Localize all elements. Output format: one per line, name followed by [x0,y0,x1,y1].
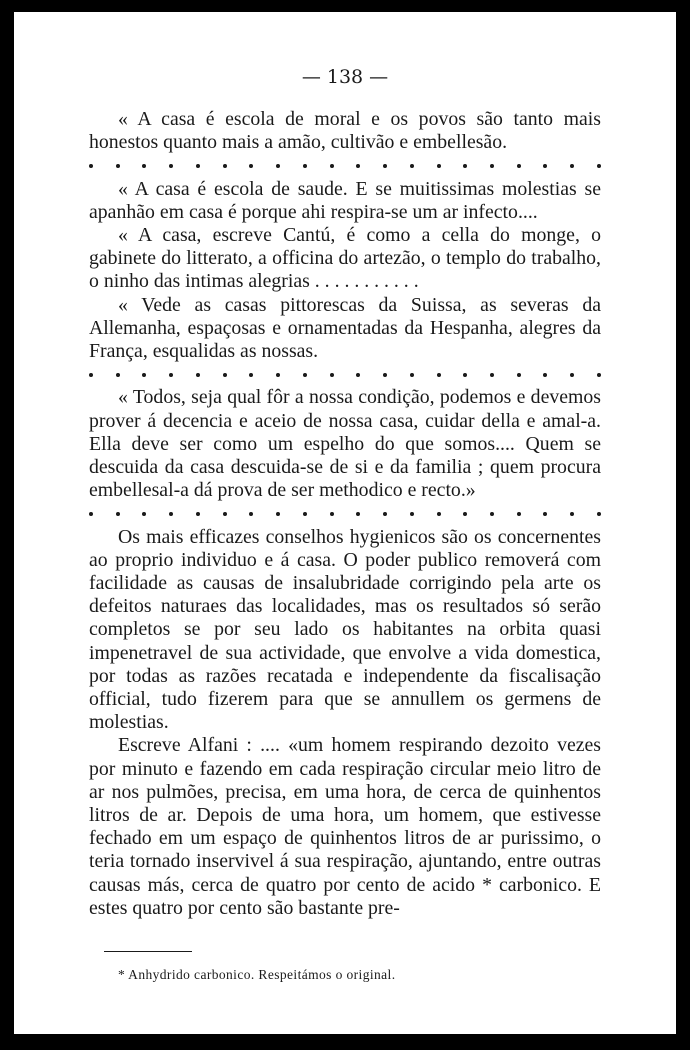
book-page [14,12,676,1034]
paragraph-moral: « A casa é escola de moral e os povos são tanto mais honestos quanto mais a amão, cultivão e embellesão. [89,108,601,154]
page-number: — 138 — [301,66,389,88]
ellipsis-row [89,502,601,525]
paragraph-todos: « Todos, seja qual fôr a nossa condição, podemos e devemos prover á decencia e aceio de nossa casa, cuidar della e amal-a. Ella deve ser como um espelho do que somos.... Quem se descuida da casa descuida-se de si e da familia ; quem procura embellesal-a dá prova de ser methodico e recto.» [89,386,601,502]
paragraph-suissa: « Vede as casas pittorescas da Suissa, as severas da Allemanha, espaçosas e ornamentadas da Hespanha, alegres da França, esqualidas as nossas. [89,293,601,363]
paragraph-conselhos: Os mais efficazes conselhos hygienicos são os concernentes ao proprio individuo e á casa. O poder publico removerá com facilidade as causas de insalubridade corrigindo pela arte os defeitos naturaes das localidades, mas os resultados só serão completos se por seu lado os habitantes na orbita quasi impenetravel de sua actividade, que envolve a vida domestica, por todas as razões recatada e independente da fiscalisação official, tudo fizerem para que se annullem os germens de molestias. [89,525,601,734]
paragraph-saude: « A casa é escola de saude. E se muitissimas molestias se apanhão em casa é porque ahi respira-se um ar infecto.... [89,177,601,223]
footnote: * Anhydrido carbonico. Respeitámos o original. [118,967,396,982]
ellipsis-row [89,363,601,386]
footnote-divider [104,951,192,952]
paragraph-alfani: Escreve Alfani : .... «um homem respirando dezoito vezes por minuto e fazendo em cada respiração circular meio litro de ar nos pulmões, precisa, em uma hora, de cerca de quinhentos litros de ar. Depois de uma hora, um homem, que estivesse fechado em um espaço de quinhentos litros de ar purissimo, o teria tornado inservivel á sua respiração, ajuntando, entre outras causas más, cerca de quatro por cento de acido * carbonico. E estes quatro por cento são bastante pre- [89,734,601,919]
paragraph-cantu: « A casa, escreve Cantú, é como a cella do monge, o gabinete do litterato, a officina do artezão, o templo do trabalho, o ninho das intimas alegrias . . . . . . . . . . . [89,224,601,293]
ellipsis-row [89,154,601,177]
body-text [89,108,601,920]
